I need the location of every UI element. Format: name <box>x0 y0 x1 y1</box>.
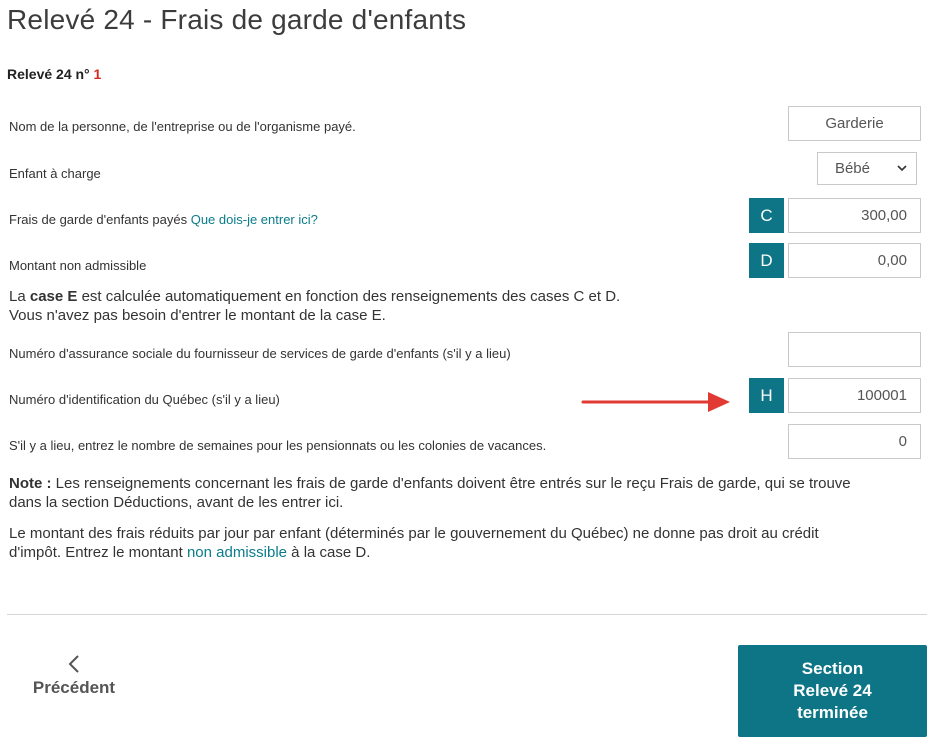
releve-number-label: Relevé 24 n° <box>7 66 94 82</box>
nonadmissible-input[interactable]: 0,00 <box>788 243 921 278</box>
qc-id-input[interactable]: 100001 <box>788 378 921 413</box>
payee-input[interactable]: Garderie <box>788 106 921 141</box>
box-c-badge: C <box>749 198 784 233</box>
releve-number-heading <box>7 66 101 82</box>
red-arrow-icon <box>580 390 740 414</box>
qc-id-label: Numéro d'identification du Québec (s'il y a lieu) <box>9 392 280 407</box>
case-e-text-line2: Vous n'avez pas besoin d'entrer le montant de la case E. <box>9 307 386 324</box>
reduced-line2-pre: d'impôt. Entrez le montant <box>9 544 187 561</box>
divider <box>7 614 927 615</box>
note-line1: Les renseignements concernant les frais de garde d'enfants doivent être entrés sur le reçu Frais de garde, qui se trouve <box>51 475 851 492</box>
child-label: Enfant à charge <box>9 166 101 181</box>
sin-input[interactable] <box>788 332 921 367</box>
child-select-value: Bébé <box>834 160 870 177</box>
note-paragraph <box>9 474 851 512</box>
sin-label: Numéro d'assurance sociale du fournisseur de services de garde d'enfants (s'il y a lieu) <box>9 346 511 361</box>
case-e-text-pre: La <box>9 288 30 305</box>
fees-help-link[interactable]: Que dois-je entrer ici? <box>190 212 318 227</box>
page-title: Relevé 24 - Frais de garde d'enfants <box>7 4 467 35</box>
fees-label: Frais de garde d'enfants payés <box>9 212 191 227</box>
previous-button-label: Précédent <box>32 678 116 697</box>
reduced-line1: Le montant des frais réduits par jour par enfant (déterminés par le gouvernement du Québec) ne donne pas droit au crédit <box>9 525 819 542</box>
case-e-text-bold: case E <box>29 288 78 305</box>
case-e-info <box>9 287 620 325</box>
chevron-down-icon <box>896 162 908 174</box>
nonadmissible-label: Montant non admissible <box>9 258 147 273</box>
previous-button[interactable] <box>24 654 124 698</box>
section-done-button[interactable] <box>738 645 927 737</box>
weeks-input[interactable]: 0 <box>788 424 921 459</box>
payee-label: Nom de la personne, de l'entreprise ou de l'organisme payé. <box>9 119 356 134</box>
chevron-left-icon <box>66 654 82 674</box>
section-done-button-label: Section Relevé 24 terminée <box>793 659 872 722</box>
weeks-label: S'il y a lieu, entrez le nombre de semaines pour les pensionnats ou les colonies de vacances. <box>9 438 547 453</box>
box-d-badge: D <box>749 243 784 278</box>
box-h-badge: H <box>749 378 784 413</box>
note-line2: dans la section Déductions, avant de les entrer ici. <box>9 494 344 511</box>
reduced-fees-paragraph <box>9 524 819 562</box>
reduced-line2-post: à la case D. <box>287 544 371 561</box>
case-e-text-post: est calculée automatiquement en fonction des renseignements des cases C et D. <box>77 288 621 305</box>
child-select[interactable] <box>817 152 917 185</box>
releve-number-value: 1 <box>93 66 102 82</box>
non-admissible-link[interactable]: non admissible <box>186 544 288 561</box>
fees-label-row <box>9 212 318 227</box>
note-bold: Note : <box>9 475 52 492</box>
fees-input[interactable]: 300,00 <box>788 198 921 233</box>
